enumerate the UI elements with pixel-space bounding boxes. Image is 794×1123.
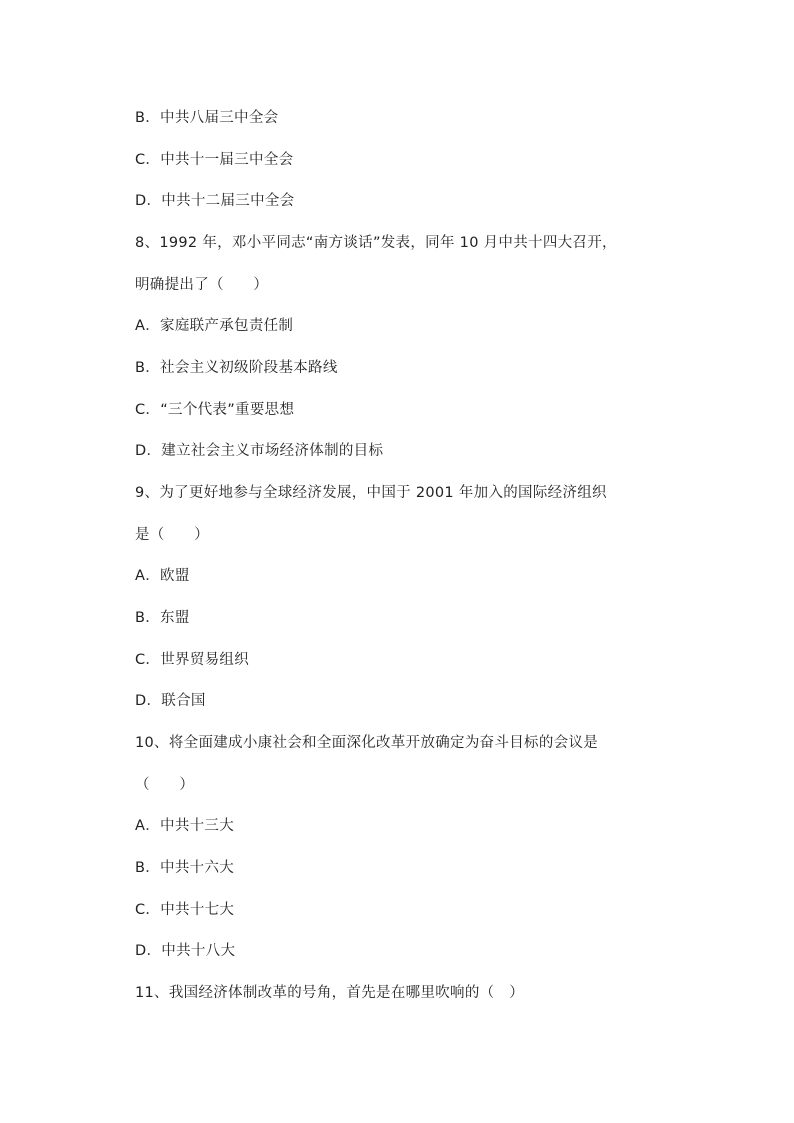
option-d-q8: D．建立社会主义市场经济体制的目标 (135, 443, 384, 459)
option-d-q9: D．联合国 (135, 693, 206, 709)
question-9-line-1: 9、为了更好地参与全球经济发展，中国于 2001 年加入的国际经济组织 (135, 485, 607, 501)
option-a-q9: A．欧盟 (135, 568, 190, 584)
option-b-q9: B．东盟 (135, 610, 190, 626)
question-10-line-2: （ ） (135, 777, 195, 793)
option-c-q7: C．中共十一届三中全会 (135, 152, 294, 168)
option-b-q8: B．社会主义初级阶段基本路线 (135, 360, 338, 376)
option-a-q8: A．家庭联产承包责任制 (135, 318, 294, 334)
question-10-line-1: 10、将全面建成小康社会和全面深化改革开放确定为奋斗目标的会议是 (135, 735, 599, 751)
option-b-q7: B．中共八届三中全会 (135, 110, 279, 126)
option-d-q10: D．中共十八大 (135, 943, 236, 959)
option-b-q10: B．中共十六大 (135, 860, 235, 876)
option-c-q8: C．“三个代表”重要思想 (135, 402, 295, 418)
question-8-line-1: 8、1992 年，邓小平同志“南方谈话”发表，同年 10 月中共十四大召开， (135, 235, 617, 251)
question-11: 11、我国经济体制改革的号角，首先是在哪里吹响的（ ） (135, 985, 525, 1001)
option-a-q10: A．中共十三大 (135, 818, 235, 834)
option-d-q7: D．中共十二届三中全会 (135, 193, 295, 209)
option-c-q10: C．中共十七大 (135, 902, 235, 918)
question-8-line-2: 明确提出了（ ） (135, 277, 269, 293)
option-c-q9: C．世界贸易组织 (135, 652, 250, 668)
question-9-line-2: 是（ ） (135, 527, 209, 543)
